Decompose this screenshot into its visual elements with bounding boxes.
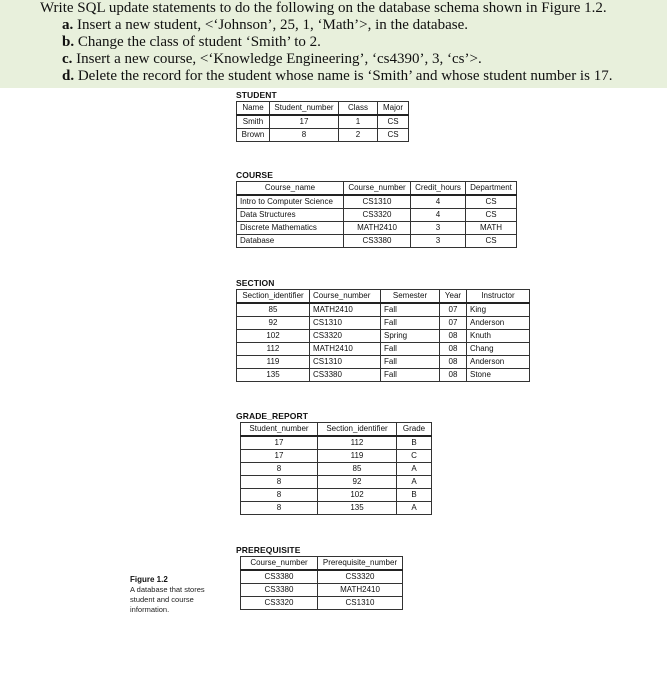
table-row xyxy=(237,129,409,142)
table-row xyxy=(237,369,530,382)
question-item-a: a. Insert a new student, <‘Johnson’, 25, 1, ‘Math’>, in the database. xyxy=(62,17,468,33)
table-row xyxy=(237,330,530,343)
table-cell: 17 xyxy=(270,115,339,129)
column-header: Section_identifier xyxy=(318,423,397,437)
table-cell: CS xyxy=(466,209,517,222)
figure-number: Figure 1.2 xyxy=(130,575,168,584)
table-cell: CS1310 xyxy=(344,195,411,209)
table-header-row xyxy=(241,423,432,437)
table-cell: Data Structures xyxy=(237,209,344,222)
table-cell: 08 xyxy=(440,330,467,343)
table-row xyxy=(237,235,517,248)
table-cell: CS3320 xyxy=(310,330,381,343)
column-header: Class xyxy=(339,102,378,116)
table-cell: 07 xyxy=(440,317,467,330)
column-header: Student_number xyxy=(241,423,318,437)
table-cell: A xyxy=(397,502,432,515)
column-header: Section_identifier xyxy=(237,290,310,304)
course-table-label: COURSE xyxy=(236,170,273,180)
column-header: Major xyxy=(378,102,409,116)
table-cell: CS3320 xyxy=(241,597,318,610)
table-cell: Anderson xyxy=(467,317,530,330)
table-cell: Fall xyxy=(381,303,440,317)
table-cell: 112 xyxy=(237,343,310,356)
prerequisite-table-label: PREREQUISITE xyxy=(236,545,301,555)
table-cell: 135 xyxy=(318,502,397,515)
table-cell: 92 xyxy=(318,476,397,489)
table-cell: MATH2410 xyxy=(310,343,381,356)
table-cell: 85 xyxy=(318,463,397,476)
table-cell: CS xyxy=(466,235,517,248)
grade-report-table-label: GRADE_REPORT xyxy=(236,411,309,421)
column-header: Semester xyxy=(381,290,440,304)
table-row xyxy=(237,343,530,356)
table-row xyxy=(241,597,403,610)
question-block xyxy=(0,0,667,88)
table-cell: B xyxy=(397,489,432,502)
table-row xyxy=(241,450,432,463)
table-cell: 08 xyxy=(440,369,467,382)
figure-caption xyxy=(130,575,225,615)
table-cell: C xyxy=(397,450,432,463)
table-row xyxy=(241,489,432,502)
section-table-label: SECTION xyxy=(236,278,275,288)
table-cell: 8 xyxy=(241,489,318,502)
table-cell: CS3380 xyxy=(310,369,381,382)
table-row xyxy=(237,195,517,209)
table-cell: Fall xyxy=(381,343,440,356)
figure-caption-text: A database that stores student and course information. xyxy=(130,585,205,614)
column-header: Grade xyxy=(397,423,432,437)
column-header: Student_number xyxy=(270,102,339,116)
table-cell: CS3320 xyxy=(344,209,411,222)
table-cell: 17 xyxy=(241,436,318,450)
table-cell: A xyxy=(397,463,432,476)
column-header: Course_number xyxy=(344,182,411,196)
table-header-row xyxy=(237,102,409,116)
table-cell: Discrete Mathematics xyxy=(237,222,344,235)
table-row xyxy=(237,317,530,330)
table-cell: Spring xyxy=(381,330,440,343)
table-cell: 119 xyxy=(318,450,397,463)
table-cell: Chang xyxy=(467,343,530,356)
question-item-d: d. Delete the record for the student whose name is ‘Smith’ and whose student number is 17. xyxy=(62,68,613,84)
column-header: Course_name xyxy=(237,182,344,196)
column-header: Department xyxy=(466,182,517,196)
table-cell: 102 xyxy=(237,330,310,343)
table-cell: 08 xyxy=(440,343,467,356)
table-cell: 112 xyxy=(318,436,397,450)
table-cell: Stone xyxy=(467,369,530,382)
table-cell: 4 xyxy=(411,209,466,222)
table-row xyxy=(241,463,432,476)
table-row xyxy=(237,115,409,129)
table-cell: Anderson xyxy=(467,356,530,369)
table-row xyxy=(241,570,403,584)
table-cell: B xyxy=(397,436,432,450)
prerequisite-table xyxy=(240,556,403,610)
table-cell: 8 xyxy=(241,502,318,515)
table-cell: CS1310 xyxy=(310,317,381,330)
column-header: Year xyxy=(440,290,467,304)
table-cell: CS3380 xyxy=(241,570,318,584)
table-cell: CS3380 xyxy=(241,584,318,597)
column-header: Prerequisite_number xyxy=(318,557,403,571)
table-header-row xyxy=(237,182,517,196)
column-header: Course_number xyxy=(241,557,318,571)
column-header: Instructor xyxy=(467,290,530,304)
table-row xyxy=(241,502,432,515)
question-item-c: c. Insert a new course, <‘Knowledge Engineering’, ‘cs4390’, 3, ‘cs’>. xyxy=(62,51,482,67)
table-cell: 1 xyxy=(339,115,378,129)
table-cell: Database xyxy=(237,235,344,248)
table-cell: 8 xyxy=(241,476,318,489)
grade-report-table xyxy=(240,422,432,515)
table-cell: MATH xyxy=(466,222,517,235)
table-cell: CS xyxy=(378,129,409,142)
column-header: Course_number xyxy=(310,290,381,304)
table-row xyxy=(237,303,530,317)
table-cell: Fall xyxy=(381,317,440,330)
table-cell: Fall xyxy=(381,356,440,369)
table-cell: 8 xyxy=(241,463,318,476)
table-cell: 3 xyxy=(411,235,466,248)
table-cell: 85 xyxy=(237,303,310,317)
table-row xyxy=(241,584,403,597)
table-cell: 135 xyxy=(237,369,310,382)
table-row xyxy=(237,222,517,235)
table-row xyxy=(241,436,432,450)
table-header-row xyxy=(241,557,403,571)
column-header: Name xyxy=(237,102,270,116)
table-cell: Intro to Computer Science xyxy=(237,195,344,209)
table-cell: 3 xyxy=(411,222,466,235)
table-cell: 92 xyxy=(237,317,310,330)
table-cell: CS3320 xyxy=(318,570,403,584)
student-table-label: STUDENT xyxy=(236,90,277,100)
question-item-b: b. Change the class of student ‘Smith’ to 2. xyxy=(62,34,321,50)
table-cell: 08 xyxy=(440,356,467,369)
table-cell: 4 xyxy=(411,195,466,209)
table-row xyxy=(241,476,432,489)
table-cell: Brown xyxy=(237,129,270,142)
table-cell: 119 xyxy=(237,356,310,369)
table-row xyxy=(237,209,517,222)
table-cell: CS1310 xyxy=(310,356,381,369)
table-cell: 07 xyxy=(440,303,467,317)
table-cell: CS1310 xyxy=(318,597,403,610)
table-cell: 102 xyxy=(318,489,397,502)
table-cell: MATH2410 xyxy=(344,222,411,235)
table-cell: CS3380 xyxy=(344,235,411,248)
column-header: Credit_hours xyxy=(411,182,466,196)
table-cell: King xyxy=(467,303,530,317)
table-cell: 17 xyxy=(241,450,318,463)
table-header-row xyxy=(237,290,530,304)
table-cell: MATH2410 xyxy=(318,584,403,597)
course-table xyxy=(236,181,517,248)
table-row xyxy=(237,356,530,369)
table-cell: 2 xyxy=(339,129,378,142)
table-cell: Fall xyxy=(381,369,440,382)
table-cell: Knuth xyxy=(467,330,530,343)
question-title: Write SQL update statements to do the following on the database schema shown in Figure 1.2. xyxy=(40,0,607,16)
table-cell: 8 xyxy=(270,129,339,142)
table-cell: MATH2410 xyxy=(310,303,381,317)
table-cell: A xyxy=(397,476,432,489)
section-table xyxy=(236,289,530,382)
table-cell: CS xyxy=(378,115,409,129)
table-cell: Smith xyxy=(237,115,270,129)
student-table xyxy=(236,101,409,142)
table-cell: CS xyxy=(466,195,517,209)
